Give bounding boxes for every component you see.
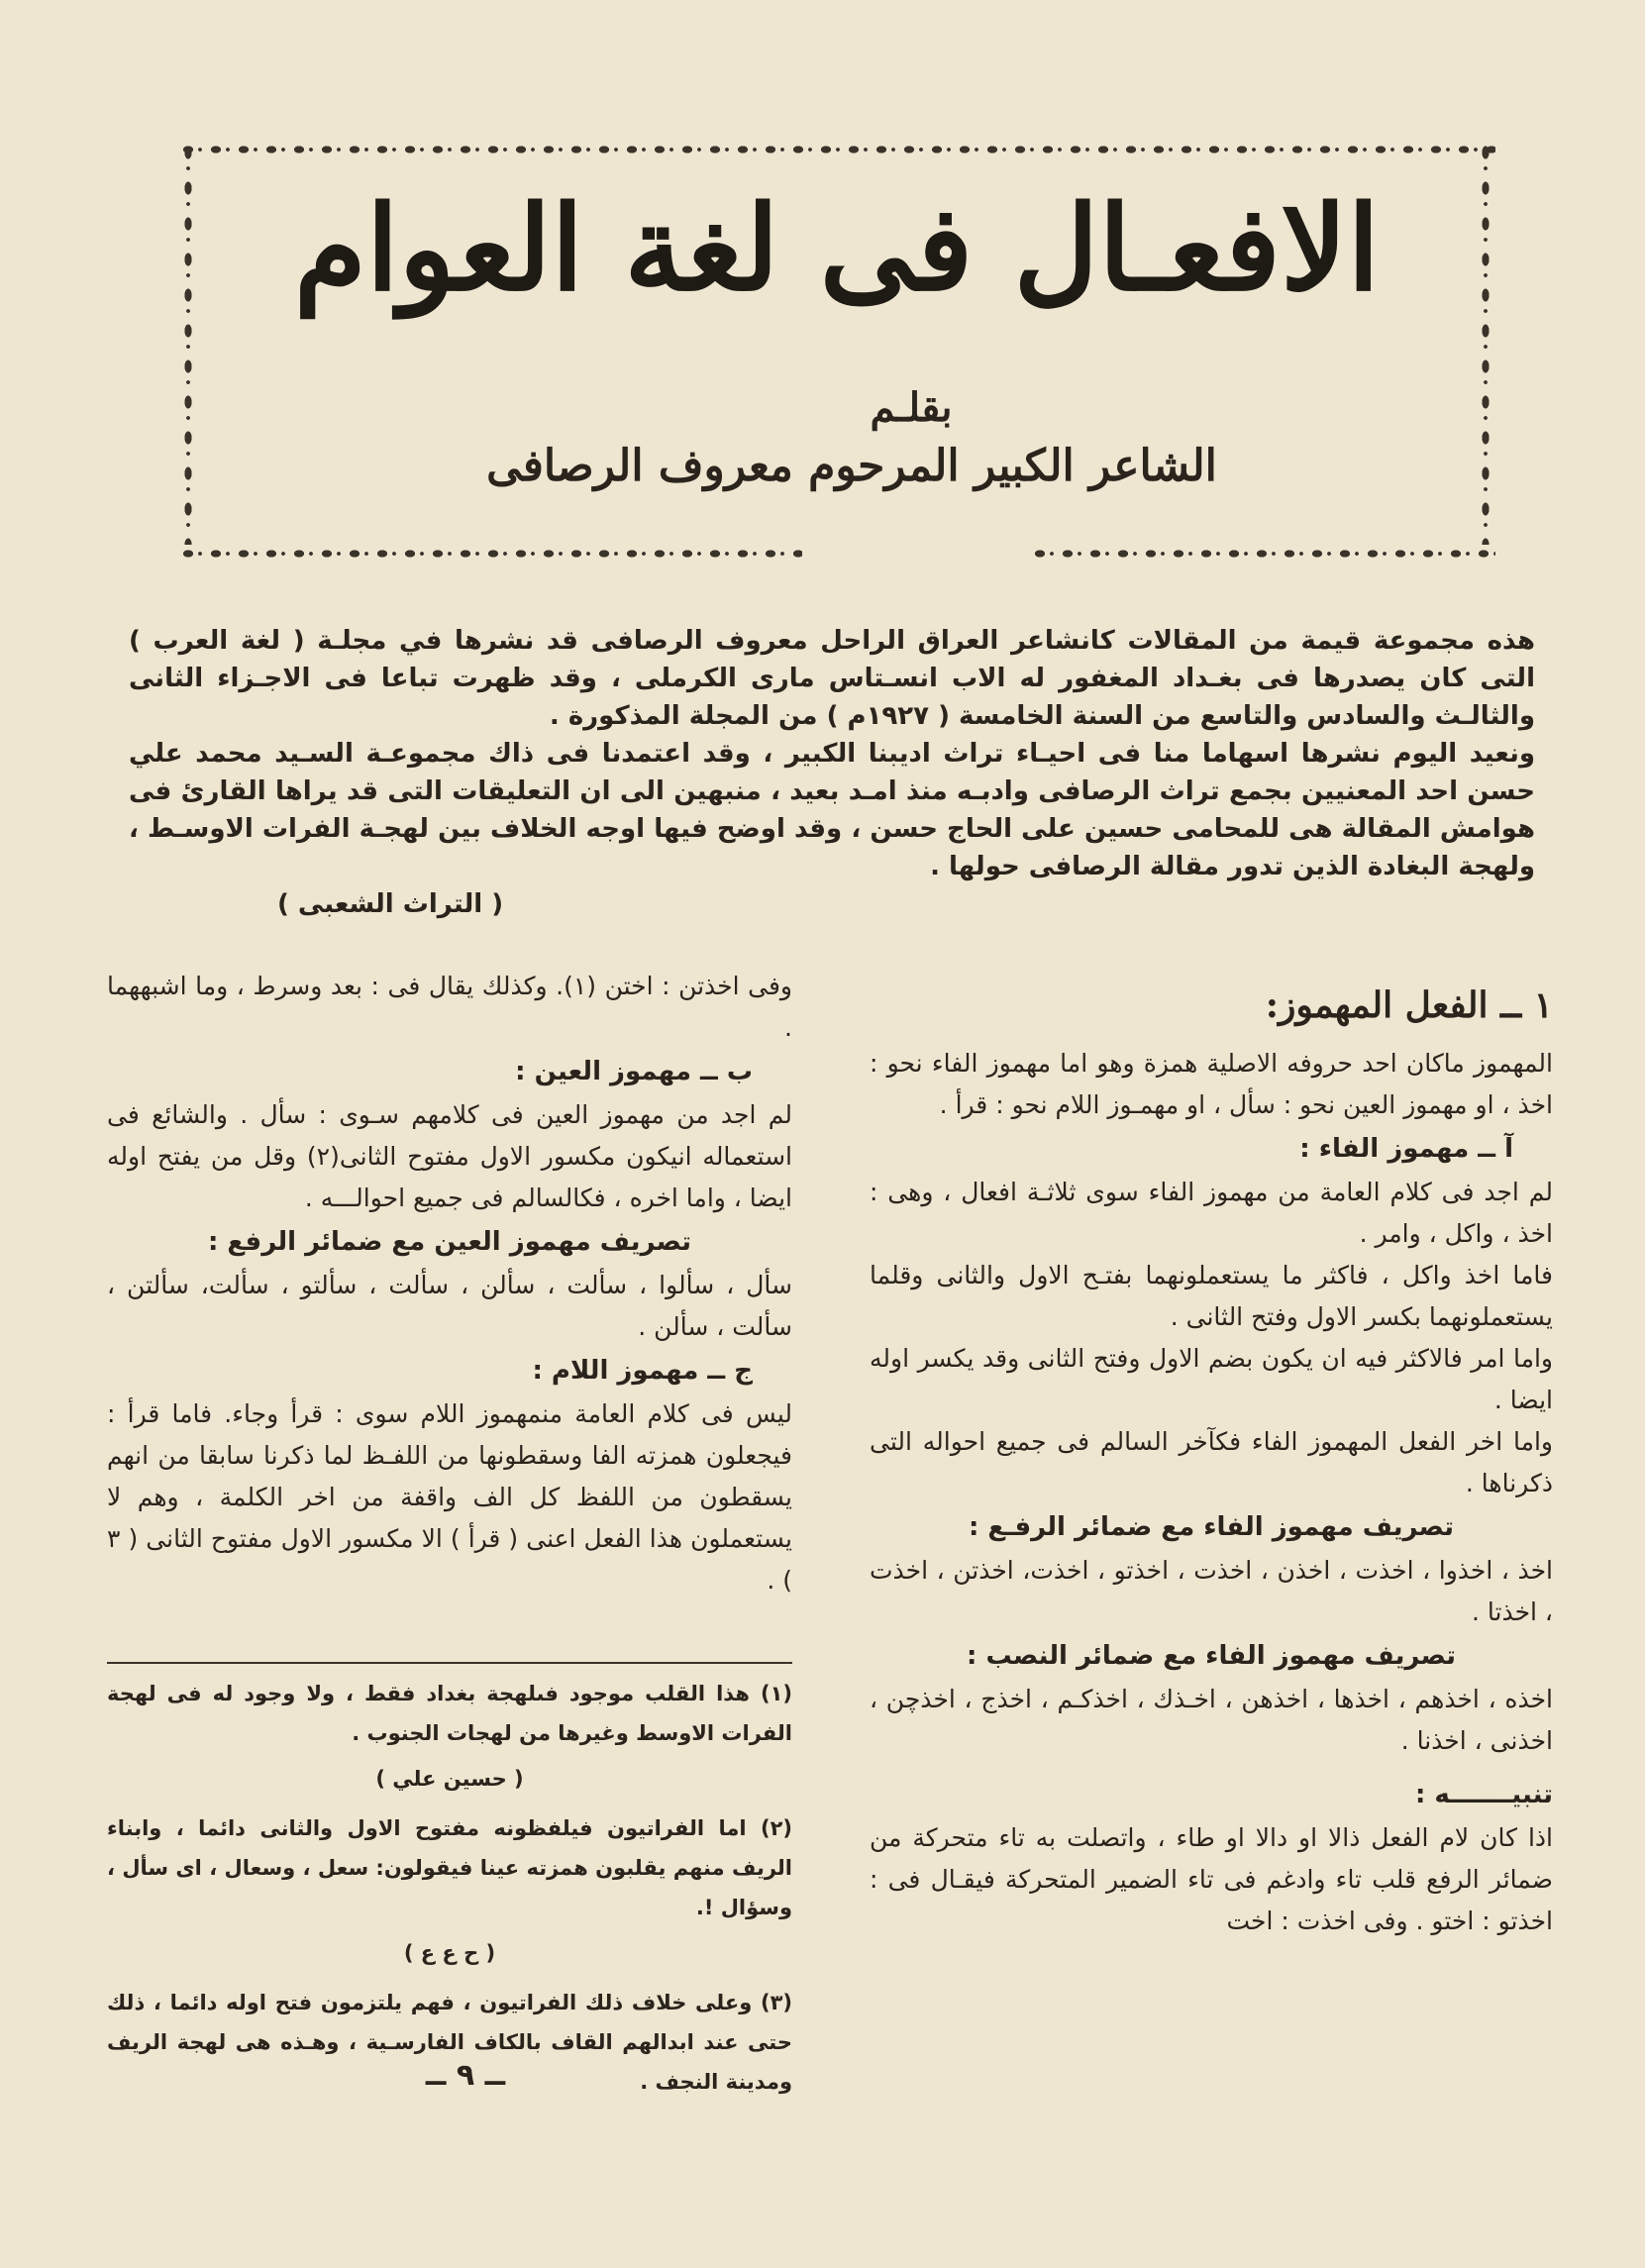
footnote-2: (٢) اما الفراتيون فيلفظونه مفتوح الاول والثانى دائما ، وابناء الريف منهم يقلبون همزته عينا فيقولون: سعل ، وسعال ، اى سأل ، وسؤال !. bbox=[107, 1816, 792, 1919]
subheading: تنبيـــــــه : bbox=[1414, 1780, 1553, 1809]
frame-border-right bbox=[1476, 139, 1495, 545]
subheading: تصريف مهموز الفاء مع ضمائر النصب : bbox=[967, 1641, 1456, 1671]
paragraph: اذا كان لام الفعل ذالا او دالا او طاء ، واتصلت به تاء متحركة من ضمائر الرفع قلب تاء وادغم فى تاء الضمير المتحركة فيقـال فى : اخذتو : اختو . وفى اخذت : اخت bbox=[870, 1823, 1553, 1935]
footnote-divider bbox=[107, 1662, 792, 1664]
right-column bbox=[870, 976, 1553, 1942]
paragraph: وفى اخذتن : اختن (١). وكذلك يقال فى : بعد وسرط ، وما اشبههما . bbox=[107, 972, 792, 1042]
section-title: ١ ــ الفعل المهموز: bbox=[1265, 984, 1553, 1026]
left-column bbox=[107, 966, 792, 1601]
paragraph: واما امر فالاكثر فيه ان يكون بضم الاول وفتح الثانى وقد يكسر اوله ايضا . bbox=[870, 1344, 1553, 1414]
subheading: تصريف مهموز الفاء مع ضمائر الرفـع : bbox=[968, 1512, 1455, 1542]
paragraph: المهموز ماكان احد حروفه الاصلية همزة وهو اما مهموز الفاء نحو : اخذ ، او مهموز العين نحو : سأل ، او مهمـوز اللام نحو : قرأ . bbox=[870, 1049, 1553, 1119]
page-number: ــ ٩ ــ bbox=[425, 2058, 506, 2093]
paragraph: سأل ، سألوا ، سألت ، سألن ، سألت ، سألتو ، سألت، سألتن ، سألت ، سألن . bbox=[107, 1271, 792, 1341]
author-name: الشاعر الكبير المرحوم معروف الرصافى bbox=[486, 441, 1217, 491]
footnotes bbox=[107, 1674, 792, 2102]
footnote-credit: ( حسين علي ) bbox=[375, 1767, 524, 1791]
paragraph: فاما اخذ واكل ، فاكثر ما يستعملونهما بفتـح الاول والثانى وقلما يستعملونهما بكسر الاول وفتح الثانى . bbox=[870, 1261, 1553, 1331]
subheading: آ ــ مهموز الفاء : bbox=[1299, 1134, 1513, 1164]
intro-signature: ( التراث الشعبى ) bbox=[277, 889, 504, 919]
footnote-1: (١) هذا القلب موجود فىلهجة بغداد فقط ، ولا وجود له فى لهجة الفرات الاوسط وغيرها من لهجات الجنوب . bbox=[107, 1682, 792, 1745]
paragraph: واما اخر الفعل المهموز الفاء فكآخر السالم فى جميع احواله التى ذكرناها . bbox=[870, 1427, 1553, 1497]
subheading: ب ــ مهموز العين : bbox=[515, 1057, 753, 1086]
intro-text-1: هذه مجموعة قيمة من المقالات كانشاعر العراق الراحل معروف الرصافى قد نشرها في مجلـة ( لغة العرب ) التى كان يصدرها فى بغـداد المغفور له الاب انسـتاس مارى الكرملى ، وقد ظهرت تباعا فى الاجـزاء الثانى والثالـث والسادس والتاسع من السنة الخامسة ( ١٩٢٧م ) من المجلة المذكورة . bbox=[129, 626, 1535, 731]
footnote-credit: ( ح ع ع ) bbox=[403, 1941, 496, 1965]
intro-text-2: ونعيد اليوم نشرها اسهاما منا فى احيـاء تراث اديبنا الكبير ، وقد اعتمدنا فى ذاك مجموعـة السـيد محمد علي حسن احد المعنيين بجمع تراث الرصافى وادبـه منذ امـد بعيد ، منبهين الى ان التعليقات التى قد يراها القارئ فى هوامش المقالة هى للمحامى حسين على الحاج حسن ، وقد اوضح فيها اوجه الخلاف بين لهجـة الفرات الاوسـط ، ولهجة البغادة الذين تدور مقالة الرصافى حولها . bbox=[129, 739, 1535, 881]
footnote-3: (٣) وعلى خلاف ذلك الفراتيون ، فهم يلتزمون فتح اوله دائما ، ذلك حتى عند ابدالهم القاف بالكاف الفارسـية ، وهـذه هى لهجة الريف ومدينة النجف . bbox=[107, 1991, 792, 2094]
frame-border-left bbox=[178, 139, 198, 545]
paragraph: لم اجد فى كلام العامة من مهموز الفاء سوى ثلاثـة افعال ، وهى : اخذ ، واكل ، وامر . bbox=[870, 1178, 1553, 1248]
subheading: تصريف مهموز العين مع ضمائر الرفع : bbox=[207, 1227, 692, 1257]
frame-border-top bbox=[178, 139, 1495, 160]
byline-prefix: بقلـم bbox=[870, 384, 953, 431]
subheading: ج ــ مهموز اللام : bbox=[532, 1356, 753, 1386]
intro-paragraph bbox=[129, 622, 1535, 923]
article-title: الافعـال فى لغة العوام bbox=[293, 179, 1381, 317]
paragraph: ليس فى كلام العامة منمهموز اللام سوى : قرأ وجاء. فاما قرأ : فيجعلون همزته الفا وسقطونها من اللفـظ لما ذكرنا سابقا من انهم يسقطون من اللفظ كل الف واقفة من اخر الكلمة ، وهم لا يستعملون هذا الفعل اعنى ( قرأ ) الا مكسور الاول مفتوح الثانى ( ٣ ) . bbox=[107, 1399, 792, 1595]
frame-border-bottom-left bbox=[178, 543, 802, 565]
paragraph: اخذ ، اخذوا ، اخذت ، اخذن ، اخذت ، اخذتو ، اخذت، اخذتن ، اخذت ، اخذتا . bbox=[870, 1556, 1553, 1626]
title-frame bbox=[178, 139, 1495, 545]
paragraph: اخذه ، اخذهم ، اخذها ، اخذهن ، اخـذك ، اخذكـم ، اخذج ، اخذچن ، اخذنى ، اخذنا . bbox=[870, 1685, 1553, 1755]
paragraph: لم اجد من مهموز العين فى كلامهم سـوى : سأل . والشائع فى استعماله انيكون مكسور الاول مفتوح الثانى(٢) وقل من يفتح اوله ايضا ، واما اخره ، فكالسالم فى جميع احوالـــه . bbox=[107, 1100, 792, 1212]
frame-border-bottom-right bbox=[1030, 543, 1495, 565]
